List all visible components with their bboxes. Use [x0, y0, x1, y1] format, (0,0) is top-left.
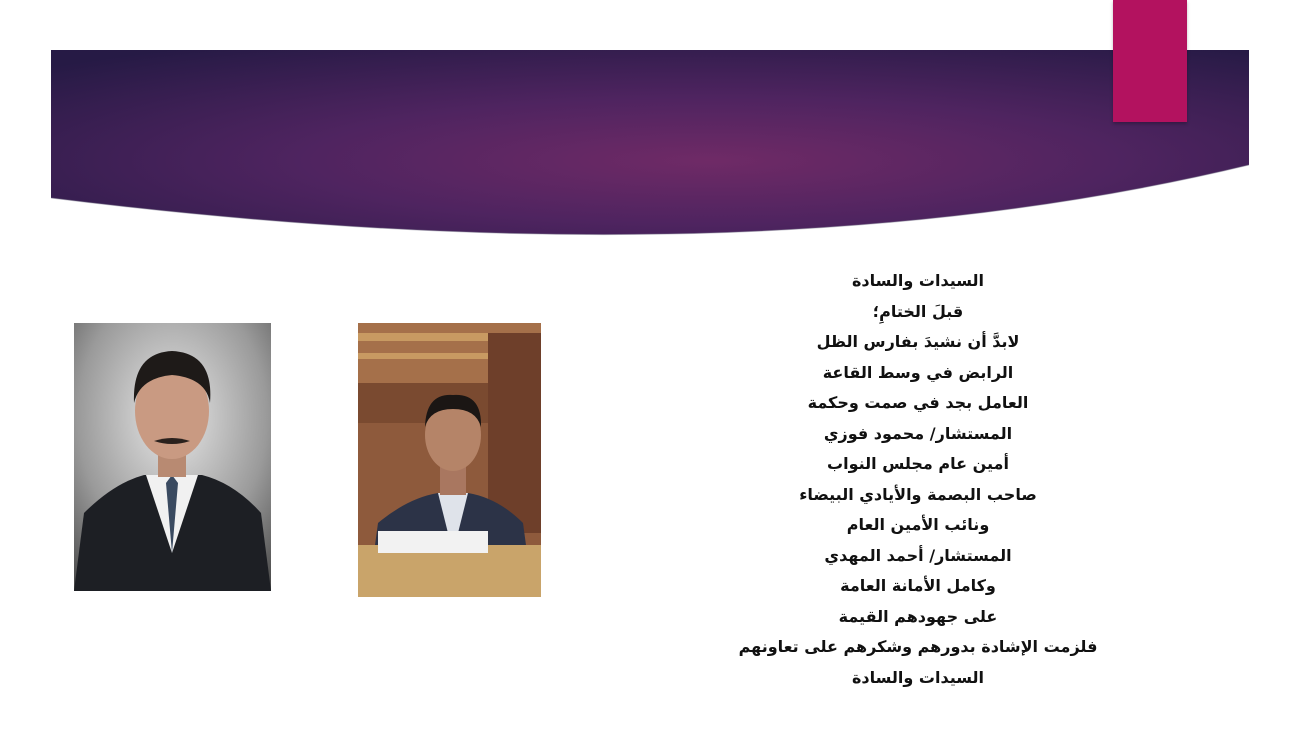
speech-line: الرابض في وسط القاعة: [822, 362, 1014, 382]
speech-line: لابدَّ أن نشيدَ بفارس الظل: [816, 332, 1020, 351]
speech-line: السيدات والسادة: [851, 667, 985, 687]
speech-line: المستشار/ أحمد المهدي: [824, 545, 1012, 565]
speech-line: أمين عام مجلس النواب: [827, 454, 1009, 473]
speech-line: وكامل الأمانة العامة: [840, 576, 996, 595]
accent-tab: [1113, 0, 1187, 122]
speech-line: ونائب الأمين العام: [846, 515, 990, 534]
portrait-photo-left: [74, 323, 271, 591]
speech-line: العامل بجد في صمت وحكمة: [807, 393, 1029, 412]
speech-line: السيدات والسادة: [851, 271, 985, 290]
speech-text-block: [690, 266, 1146, 693]
speech-line: على جهودهم القيمة: [838, 606, 998, 626]
speech-line: فلزمت الإشادة بدورهم وشكرهم على تعاونهم: [738, 637, 1098, 656]
header-band: [51, 50, 1249, 242]
speech-line: المستشار/ محمود فوزي: [823, 423, 1013, 443]
speech-line: صاحب البصمة والأيادي البيضاء: [799, 484, 1037, 504]
speech-line: قبلَ الختامِ؛: [872, 301, 964, 321]
portrait-photo-right: [358, 323, 541, 597]
